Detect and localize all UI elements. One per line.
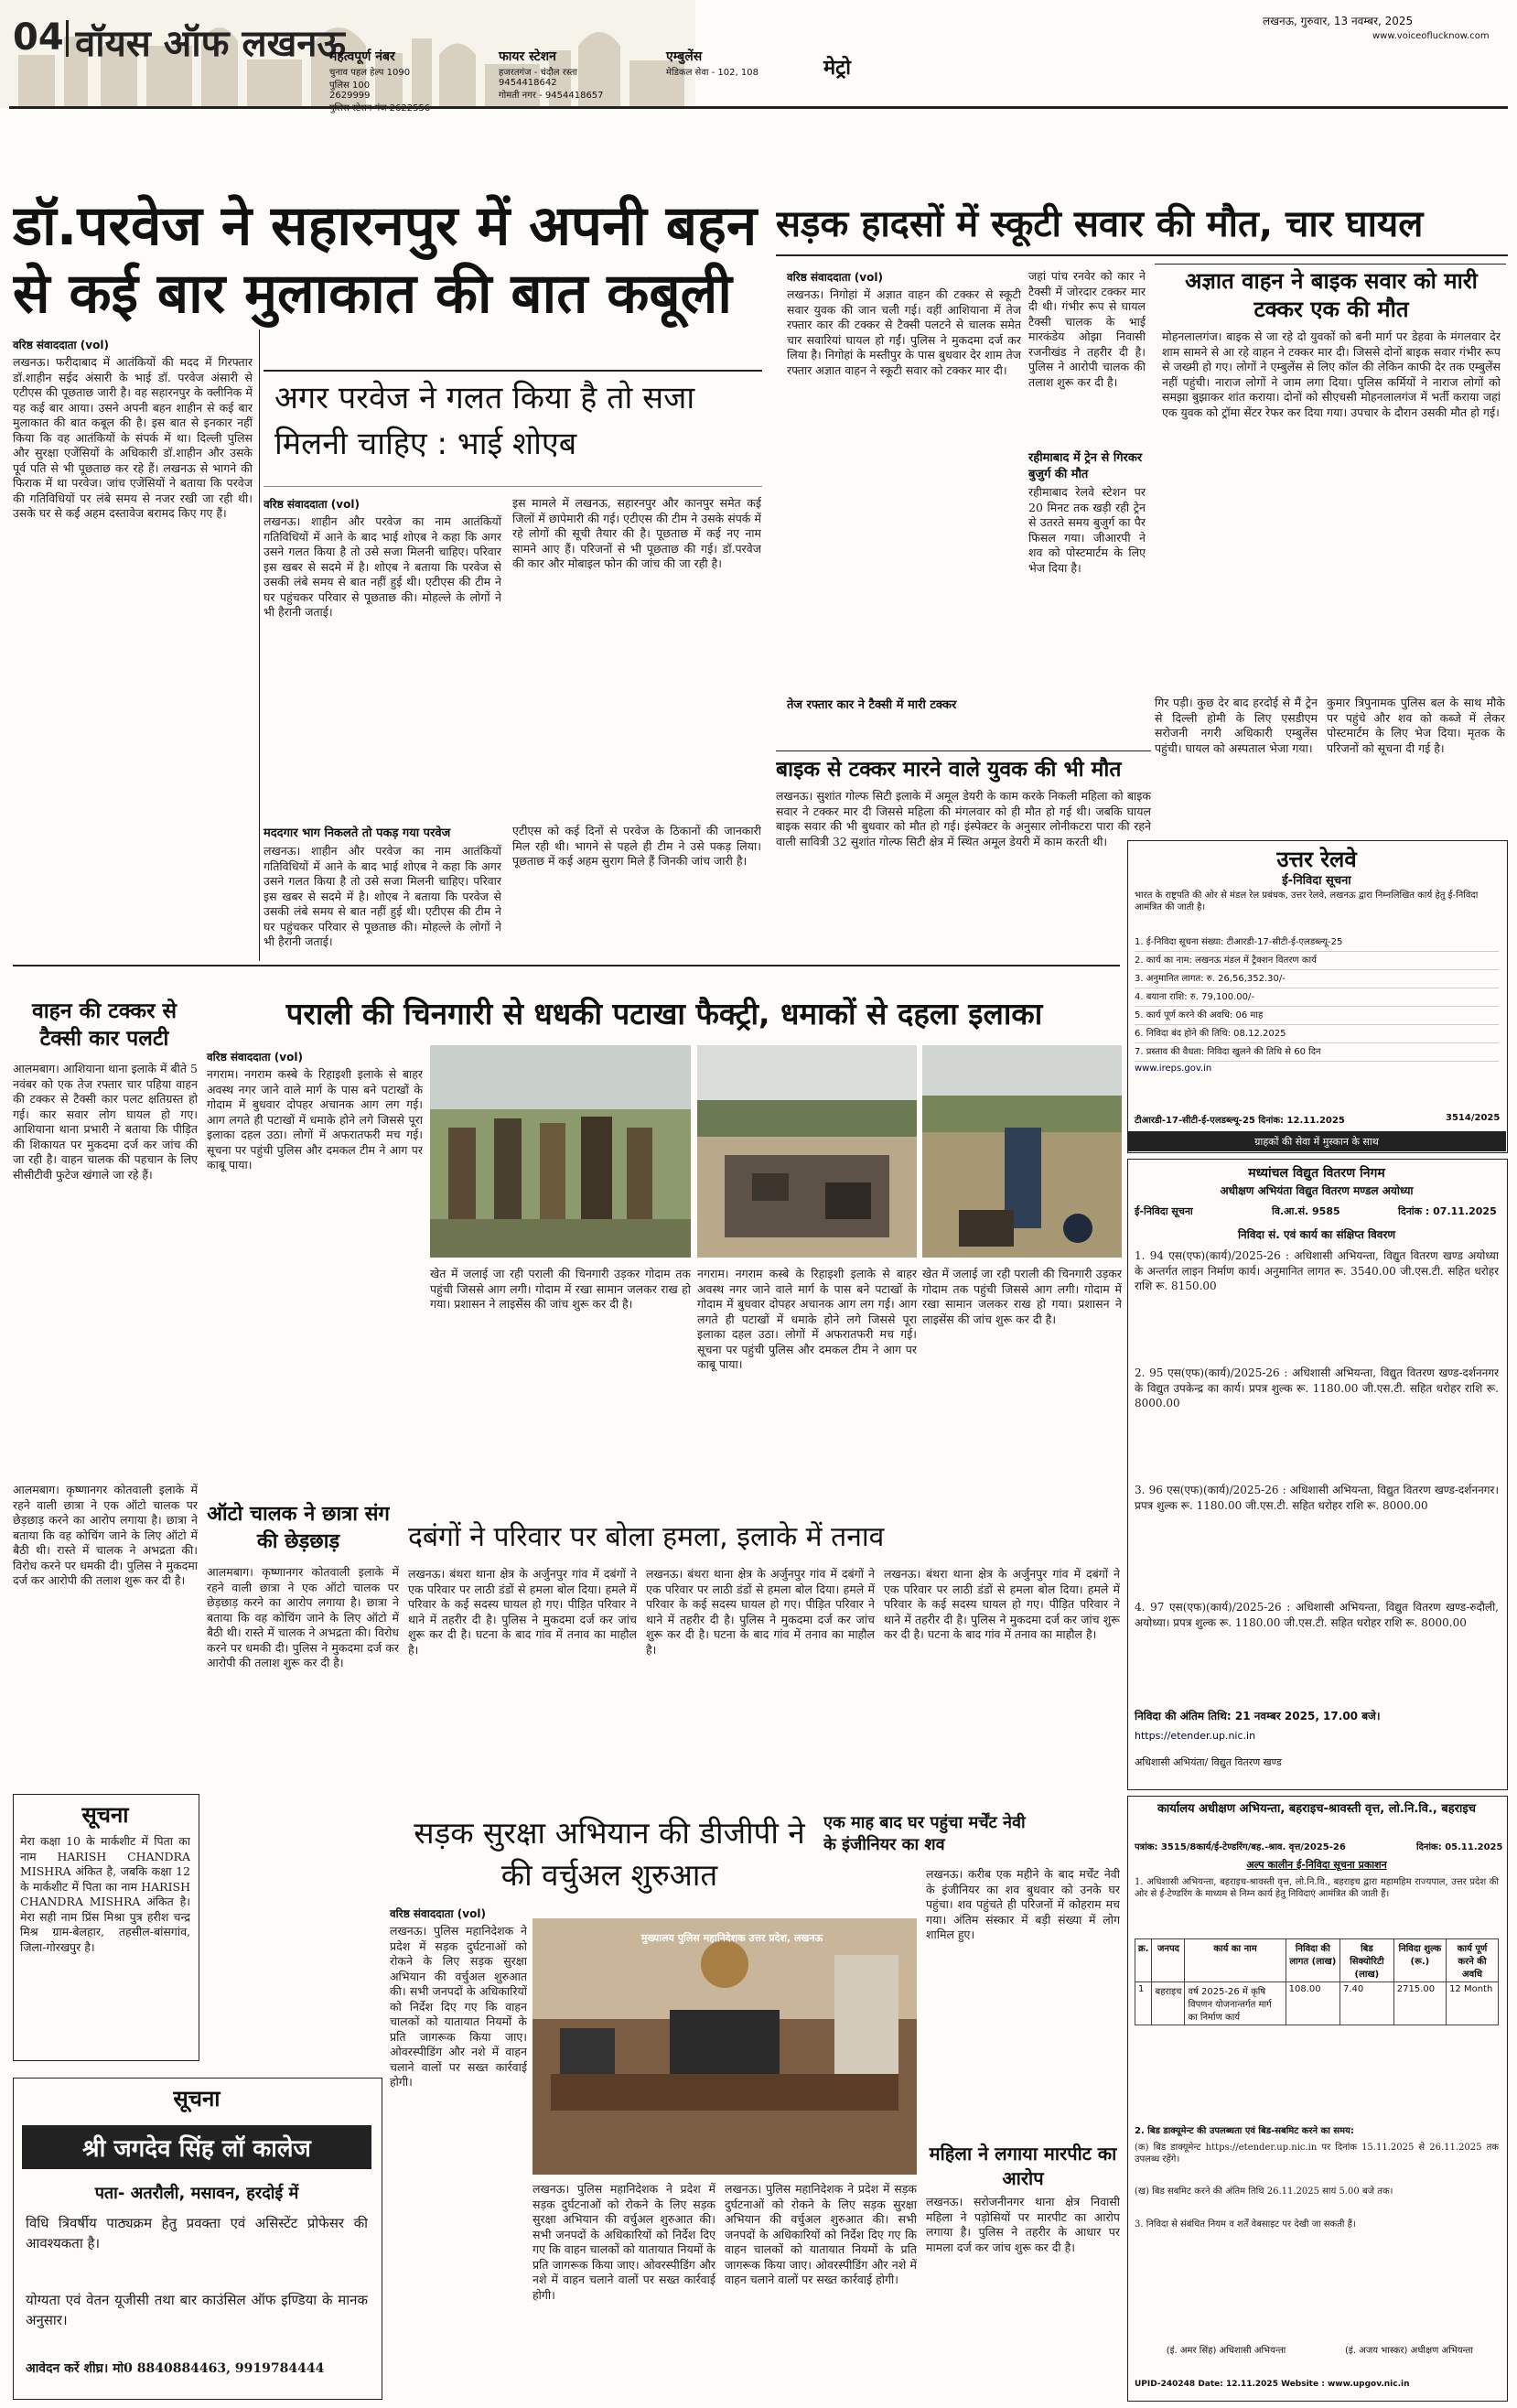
notice-title-2: सूचना — [173, 2086, 221, 2111]
page-number: 04 — [13, 16, 64, 59]
masthead-divider — [66, 20, 69, 57]
bike-collision-body: लखनऊ। सुशांत गोल्फ सिटी इलाके में अमूल डेयरी के काम करके निकली महिला को बाइक सवार ने टक्कर मार दी जिससे महिला की मंगलवार को ही मौत हो गई थी। जबकि घायल बाइक सवार की भी बुधवार को मौत हो गई। इंस्पेक्टर के अनुसार लोनीकटरा पारा की रहने वाली सावित्री 32 सुशांत गोल्फ सिटी क्षेत्र में स्थित अमूल डेयरी में काम करती थी। — [776, 789, 1151, 848]
table-row — [1135, 1982, 1499, 2025]
fire-photo-firefighter — [922, 1045, 1122, 1258]
railway-row: 4. बयाना राशि: रु. 79,100.00/- — [1135, 988, 1499, 1007]
emergency-row: पुलिस 100 — [329, 81, 371, 91]
firecracker-body-3: नगराम। नगराम कस्बे के रिहाइशी इलाके से बाहर अवस्थ नगर जाने वाले मार्ग के पास बने पटाखों के गोदाम में बुधवार दोपहर अचानक आग लग गई। आग लगते ही पटाखों में धमाके होने लगे जिससे पूरा इलाका दहल उठा। लोगों में अफरातफरी मच गई। सूचना पर पहुंची पुलिस और दमकल टीम ने आग पर काबू पाया। — [697, 1267, 917, 1371]
scooty-body-col2: जहां पांच रनवेर को कार ने टैक्सी में जोरदार टक्कर मार दी थी। गंभीर रूप से घायल टैक्सी चालक के भाई मारकंडेय ओझा निवासी रजनीखंड ने तहरीर दी है। पुलिस ने आरोपी चालक की तलाश शुरू कर दी है। — [1028, 269, 1146, 389]
college-address: पता- अतरौली, मसावन, हरदोई में — [94, 2184, 299, 2203]
pwd-upid: UPID-240248 Date: 12.11.2025 Website : www.upgov.nic.in — [1135, 2380, 1410, 2389]
pwd-col-header: जनपद — [1152, 1939, 1185, 1982]
power-ref: वि.आ.सं. 9585 — [1272, 1205, 1340, 1217]
scooty-sub-train: रहीमाबाद में ट्रेन से गिरकर बुजुर्ग की मौत — [1028, 451, 1143, 481]
college-body-2: योग्यता एवं वेतन यूजीसी तथा बार काउंसिल ऑफ इण्डिया के मानक अनुसार। — [26, 2292, 368, 2328]
engineer-body: लखनऊ। करीब एक महीने के बाद मर्चेंट नेवी के इंजीनियर का शव बुधवार को उनके घर पहुंचा। शव पहुंचते ही परिजनों में कोहराम मच गया। अंतिम संस्कार में बड़ी संख्या में लोग शामिल हुए। — [926, 1867, 1120, 1941]
pwd-signature: (इं. अमर सिंह) अधिशासी अभियन्ता — [1166, 2346, 1286, 2356]
vehicle-headline: वाहन की टक्कर से टैक्सी कार पलटी — [31, 999, 178, 1051]
power-item: 1. 94 एस(एफ)(कार्य)/2025-26 : अधिशासी अभियन्ता, विद्युत वितरण खण्ड अयोध्या के अन्तर्गत लाइन निर्माण कार्य। अनुमानित लागत रू. 3540.00 जी.एस.टी. सहित धरोहर राशि रू. 8150.00 — [1135, 1249, 1499, 1292]
scooty-headline: सड़क हादसों में स्कूटी सवार की मौत, चार घायल — [776, 203, 1424, 245]
lead-headline: डॉ.परवेज ने सहारनपुर में अपनी बहन से कई बार मुलाकात की बात कबूली — [13, 194, 758, 326]
section-name: मेट्रो — [823, 57, 851, 80]
woman-body: लखनऊ। सरोजनीनगर थाना क्षेत्र निवासी महिला ने पड़ोसियों पर मारपीट का आरोप लगाया है। पुलिस ने तहरीर के आधार पर मामला दर्ज कर जांच शुरू कर दी है। — [926, 2195, 1120, 2254]
railway-row: 3. अनुमानित लागत: रु. 26,56,352.30/- — [1135, 970, 1499, 988]
pwd-date: दिनांक: 05.11.2025 — [1416, 1842, 1503, 1852]
quote-body-col2: इस मामले में लखनऊ, सहारनपुर और कानपुर समेत कई जिलों में छापेमारी की गई। एटीएस की टीम ने उसके संपर्क में रहे लोगों की सूची तैयार की है। पूछताछ में कई नए नाम सामने आए हैं। परिजनों से भी पूछताछ की गई। डॉ.परवेज की कार और मोबाइल फोन की जांच की जा रही है। — [512, 496, 761, 570]
railway-row: 1. ई-निविदा सूचना संख्या: टीआरडी-17-सीटी-ई-एलडब्ल्यू-25 — [1135, 934, 1499, 952]
railway-row: 6. निविदा बंद होने की तिथि: 08.12.2025 — [1135, 1025, 1499, 1043]
engineer-headline: एक माह बाद घर पहुंचा मर्चेंट नेवी के इंजीनियर का शव — [823, 1813, 1026, 1854]
power-footer: अधिशासी अभियंता/ विद्युत वितरण खण्ड — [1135, 1756, 1282, 1768]
fire-row: हजरतगंज - चंदौल रस्ता — [499, 68, 578, 78]
college-contact: आवेदन करें शीघ्र। मो0 8840884463, 9919784444 — [26, 2361, 325, 2376]
website: www.voiceoflucknow.com — [1372, 31, 1490, 41]
notice-body-1: मेरा कक्षा 10 के मार्कशीट में पिता का नाम HARISH CHANDRA MISHRA अंकित है, जबकि कक्षा 12 के मार्कशीट में पिता का नाम HARISH CHANDRA MISHRA अंकित है। मेरा सही नाम प्रिंस मिश्रा पुत्र हरीश चन्द्र मिश्र ग्राम-बेलहार, तहसील-बांसगांव, जिला-गोरखपुर है। — [20, 1834, 190, 1954]
road-body: लखनऊ। पुलिस महानिदेशक ने प्रदेश में सड़क दुर्घटनाओं को रोकने के लिए सड़क सुरक्षा अभियान की वर्चुअल शुरुआत की। सभी जनपदों के अधिकारियों को निर्देश दिए गए कि वाहन चालकों को यातायात नियमों के प्रति जागरूक किया जाए। ओवरस्पीडिंग और नशे में वाहन चलाने वालों पर सख्त कार्रवाई होगी। — [390, 1924, 527, 2089]
auto-body-2: आलमबाग। कृष्णानगर कोतवाली इलाके में रहने वाली छात्रा ने एक ऑटो चालक पर छेड़छाड़ करने का आरोप लगाया है। छात्रा ने बताया कि वह कोचिंग जाने के लिए ऑटो में बैठी थी। रास्ते में चालक ने अभद्रता की। विरोध करने पर धमकी दी। पुलिस ने मुकदमा दर्ज कर आरोपी की तलाश शुरू कर दी है। — [13, 1483, 198, 1587]
masthead — [0, 0, 1517, 108]
pwd-intro: 1. अधिशासी अभियन्ता, बहराइच-श्रावस्ती वृत्त, लो.नि.वि., बहराइच द्वारा महामहिम राज्यपाल, उत्तर प्रदेश की ओर से ई-टेण्डरिंग के माध्यम से निम्न कार्य हेतु निविदाएं आमंत्रित की जाती हैं। — [1135, 1877, 1499, 1899]
firecracker-body-2: खेत में जलाई जा रही पराली की चिनगारी उड़कर गोदाम तक पहुंची जिससे आग लगी। गोदाम में रखा सामान जलकर राख हो गया। प्रशासन ने लाइसेंस की जांच शुरू कर दी है। — [430, 1267, 691, 1311]
pwd-col-header: क्र. — [1135, 1939, 1152, 1982]
bike-crash-headline: अज्ञात वाहन ने बाइक सवार को मारी टक्कर एक की मौत — [1185, 268, 1478, 322]
emergency-numbers — [329, 48, 457, 113]
assault-body-3: लखनऊ। बंथरा थाना क्षेत्र के अर्जुनपुर गांव में दबंगों ने एक परिवार पर लाठी डंडों से हमला बोल दिया। हमले में परिवार के कई सदस्य घायल हो गए। पीड़ित परिवार ने थाने में तहरीर दी है। पुलिस ने मुकदमा दर्ज कर जांच शुरू कर दी है। घटना के बाद गांव में तनाव का माहौल है। — [884, 1567, 1120, 1641]
quote-subhead: मददगार भाग निकलते तो पकड़ गया परवेज — [264, 826, 451, 840]
bike-collision-headline: बाइक से टक्कर मारने वाले युवक की भी मौत — [776, 758, 1122, 782]
emergency-title: महत्वपूर्ण नंबर — [329, 49, 395, 64]
notice-title-1: सूचना — [81, 1802, 129, 1828]
paper-name: वॉयस ऑफ लखनऊ — [75, 23, 346, 65]
dgp-meeting-photo — [533, 1918, 917, 2175]
power-notice: ई-निविदा सूचना — [1135, 1205, 1193, 1217]
scooty-sub-taxi: तेज रफ्तार कार ने टैक्सी में मारी टक्कर — [787, 698, 957, 712]
pwd-subtitle: अल्प कालीन ई-निविदा सूचना प्रकाशन — [1246, 1859, 1387, 1871]
college-name: श्री जगदेव सिंह लॉ कालेज — [82, 2135, 311, 2163]
power-deadline: निविदा की अंतिम तिथि: 21 नवम्बर 2025, 17.00 बजे। — [1135, 1710, 1381, 1722]
road-byline: वरिष्ठ संवाददाता (vol) — [390, 1907, 486, 1920]
pwd-note: (क) बिड डाक्यूमेन्ट https://etender.up.nic.in पर दिनांक 15.11.2025 से 26.11.2025 तक उपलब्ध रहेंगे। — [1135, 2143, 1499, 2165]
road-body-3: लखनऊ। पुलिस महानिदेशक ने प्रदेश में सड़क दुर्घटनाओं को रोकने के लिए सड़क सुरक्षा अभियान की वर्चुअल शुरुआत की। सभी जनपदों के अधिकारियों को निर्देश दिए गए कि वाहन चालकों को यातायात नियमों के प्रति जागरूक किया जाए। ओवरस्पीडिंग और नशे में वाहन चलाने वालों पर सख्त कार्रवाई होगी। — [725, 2182, 917, 2286]
photo-caption: मुख्यालय पुलिस महानिदेशक उत्तर प्रदेश, लखनऊ — [640, 1932, 823, 1944]
lead-byline: वरिष्ठ संवाददाता (vol) — [13, 339, 109, 351]
pwd-col-header: निविदा शुल्क (रू.) — [1393, 1939, 1446, 1982]
firecracker-body-4: खेत में जलाई जा रही पराली की चिनगारी उड़कर गोदाम तक पहुंची जिससे आग लगी। गोदाम में रखा सामान जलकर राख हो गया। प्रशासन ने लाइसेंस की जांच शुरू कर दी है। — [922, 1267, 1122, 1326]
lead-body: लखनऊ। फरीदाबाद में आतंकियों की मदद में गिरफ्तार डॉ.शाहीन सईद अंसारी के भाई डॉ. परवेज अंसारी से एटीएस की पूछताछ जारी है। वह सहारनपुर के क्लीनिक में यह कई बार आया। उसने अपनी बहन शाहीन से कई बार मुलाकात की बात कबूल की है। इस बात से इनकार नहीं किया कि वह आतंकियों के संपर्क में था। दिल्ली पुलिस और सुरक्षा एजेंसियों के अधिकारी डॉ.शाहीन और उसके पूर्व पति से भी पूछताछ कर रहे हैं। लखनऊ से भागने की फिराक में था परवेज। जांच एजेंसियों ने बताया कि परवेज की गतिविधियों पर लंबे समय से नजर रखी जा रही थी। उसके घर से कई अहम दस्तावेज बरामद किए गए हैं। — [13, 355, 253, 520]
pwd-col-header: बिड सिक्योरिटी (लाख) — [1340, 1939, 1394, 1982]
railway-brand: उत्तर रेलवे — [1276, 847, 1357, 872]
power-site[interactable]: https://etender.up.nic.in — [1135, 1730, 1256, 1742]
railway-footer: टीआरडी-17-सीटी-ई-एलडब्ल्यू-25 दिनांक: 12.11.2025 — [1135, 1116, 1345, 1126]
power-date: दिनांक : 07.11.2025 — [1398, 1205, 1497, 1217]
pwd-cell: 108.00 — [1286, 1982, 1339, 2025]
pwd-note: 3. निविदा से संबंधित नियम व शर्तें वेबसाइट पर देखी जा सकती हैं। — [1135, 2219, 1356, 2230]
pwd-table — [1135, 1938, 1499, 2025]
quote-body: लखनऊ। शाहीन और परवेज का नाम आतंकियों गतिविधियों में आने के बाद भाई शोएब ने कहा कि अगर उसने गलत किया है तो उसे सजा मिलनी चाहिए। परिवार इस खबर से सदमे में है। शोएब ने बताया कि परवेज से उसकी लंबे समय से बात नहीं हुई थी। एटीएस की टीम ने घर पहुंचकर परिवार से पूछताछ की। मोहल्ले के लोगों ने भी हैरानी जताई। — [264, 514, 501, 619]
fire-title: फायर स्टेशन — [499, 49, 556, 64]
quote-body-col3: एटीएस को कई दिनों से परवेज के ठिकानों की जानकारी मिल रही थी। भागने से पहले ही टीम ने उसे पकड़ लिया। पूछताछ में कई अहम सुराग मिले हैं जिनकी जांच जारी है। — [512, 824, 761, 868]
pwd-cell: 7.40 — [1340, 1982, 1394, 2025]
pwd-cell: 1 — [1135, 1982, 1152, 2025]
pwd-col-header: कार्य का नाम — [1185, 1939, 1286, 1982]
pwd-col-header: निविदा की लागत (लाख) — [1286, 1939, 1339, 1982]
power-item: 2. 95 एस(एफ)(कार्य)/2025-26 : अधिशासी अभियन्ता, विद्युत वितरण खण्ड-दर्शननगर के विद्युत उपकेन्द्र का कार्य। प्रपत्र शुल्क रू. 1180.00 जी.एस.टी. सहित धरोहर राशि रू. 8000.00 — [1135, 1366, 1499, 1409]
pwd-ref: पत्रांक: 3515/8कार्य/ई-टेण्डरिंग/बह.-श्राव. वृत्त/2025-26 — [1135, 1842, 1346, 1852]
railway-intro: भारत के राष्ट्रपति की ओर से मंडल रेल प्रबंधक, उत्तर रेलवे, लखनऊ द्वारा निम्नलिखित कार्य हेतु ई-निविदा आमंत्रित की जाती है। — [1135, 891, 1479, 912]
railway-row: 5. कार्य पूर्ण करने की अवधि: 06 माह — [1135, 1007, 1499, 1025]
power-subtitle: निविदा सं. एवं कार्य का संक्षिप्त विवरण — [1237, 1228, 1396, 1241]
pwd-col-header: कार्य पूर्ण करने की अवधि — [1447, 1939, 1499, 1982]
emergency-row: 2629999 — [329, 91, 371, 101]
railway-row: 2. कार्य का नाम: लखनऊ मंडल में ट्रैक्शन वितरण कार्य — [1135, 952, 1499, 970]
bike-crash-body-3: कुमार त्रिपुनामक पुलिस बल के साथ मौके पर पहुंचे और शव को कब्जे में लेकर पोस्टमार्टम के लिए भेज दिया। मृतक के परिजनों को सूचना दी गई है। — [1327, 696, 1505, 755]
column-rule — [259, 329, 260, 961]
pwd-signature: (इं. अजय भास्कर) अधीक्षण अभियन्ता — [1345, 2346, 1473, 2356]
road-headline: सड़क सुरक्षा अभियान की डीजीपी ने की वर्चुअल शुरुआत — [414, 1815, 805, 1893]
assault-headline: दबंगों ने परिवार पर बोला हमला, इलाके में तनाव — [408, 1521, 885, 1553]
issue-date: लखनऊ, गुरुवार, 13 नवम्बर, 2025 — [1263, 15, 1414, 27]
railway-rows — [1135, 934, 1499, 1062]
quote-byline: वरिष्ठ संवाददाता (vol) — [264, 498, 360, 511]
quote-headline: अगर परवेज ने गलत किया है तो सजा मिलनी चाहिए : भाई शोएब — [274, 380, 695, 462]
ambulance-title: एम्बुलेंस — [666, 49, 703, 64]
fire-row: गोमती नगर - 9454418657 — [499, 91, 604, 101]
fire-photo-officials — [430, 1045, 691, 1258]
ambulance — [666, 48, 794, 78]
railway-row: 7. प्रस्ताव की वैधता: निविदा खुलने की तिथि से 60 दिन — [1135, 1043, 1499, 1062]
power-item: 4. 97 एस(एफ)(कार्य)/2025-26 : अधिशासी अभियन्ता, विद्युत वितरण खण्ड-रुदौली, अयोध्या। प्रपत्र शुल्क रू. 1180.00 जी.एस.टी. सहित धरोहर राशि रू. 8000.00 — [1135, 1601, 1499, 1629]
masthead-rule — [9, 106, 1508, 109]
power-org: मध्यांचल विद्युत वितरण निगम — [1248, 1166, 1385, 1181]
pwd-title: कार्यालय अधीक्षण अभियन्ता, बहराइच-श्रावस्ती वृत्त, लो.नि.वि., बहराइच — [1157, 1802, 1477, 1816]
assault-body-2: लखनऊ। बंथरा थाना क्षेत्र के अर्जुनपुर गांव में दबंगों ने एक परिवार पर लाठी डंडों से हमला बोल दिया। हमले में परिवार के कई सदस्य घायल हो गए। पीड़ित परिवार ने थाने में तहरीर दी है। पुलिस ने मुकदमा दर्ज कर जांच शुरू कर दी है। घटना के बाद गांव में तनाव का माहौल है। — [646, 1567, 875, 1657]
section-rule — [776, 750, 1151, 751]
ambulance-row: मेडिकल सेवा - 102, 108 — [666, 68, 758, 78]
scooty-body-col3: रहीमाबाद रेलवे स्टेशन पर 20 मिनट तक खड़ी रही ट्रेन से उतरते समय बुजुर्ग का पैर फिसल गया। जीआरपी ने शव को पोस्टमार्टम के लिए भेज दिया है। — [1028, 485, 1146, 575]
scooty-byline: वरिष्ठ संवाददाता (vol) — [787, 271, 883, 284]
fire-photo-debris — [697, 1045, 917, 1258]
section-rule — [776, 254, 1508, 256]
assault-body: लखनऊ। बंथरा थाना क्षेत्र के अर्जुनपुर गांव में दबंगों ने एक परिवार पर लाठी डंडों से हमला बोल दिया। हमले में परिवार के कई सदस्य घायल हो गए। पीड़ित परिवार ने थाने में तहरीर दी है। पुलिस ने मुकदमा दर्ज कर जांच शुरू कर दी है। घटना के बाद गांव में तनाव का माहौल है। — [408, 1567, 637, 1657]
pwd-note: (ख) बिड सबमिट करने की अंतिम तिथि 26.11.2025 सायं 5.00 बजे तक। — [1135, 2187, 1393, 2197]
power-item: 3. 96 एस(एफ)(कार्य)/2025-26 : अधिशासी अभियन्ता, विद्युत वितरण खण्ड-दर्शननगर। प्रपत्र शुल्क रू. 1180.00 जी.एस.टी. सहित धरोहर राशि रू. 8000.00 — [1135, 1484, 1499, 1512]
bike-crash-body: मोहनलालगंज। बाइक से जा रहे दो युवकों को बनी मार्ग पर डेहवा के मंगलवार देर शाम सामने से आ रहे वाहन ने टक्कर मार दी। जिससे दोनों बाइक सवार गंभीर रूप से जख्मी हो गए। लोगों ने एम्बुलेंस से लिए कॉल की लेकिन काफी देर तक एम्बुलेंस नहीं पहुंची। नाराज लोगों ने जाम लगा दिया। पुलिस कर्मियों ने नाराज लोगों को समझा बुझाकर शांत कराया। दोनों को सीएचसी मोहनलालगंज में भर्ती कराया जहां एक युवक को ट्रॉमा सेंटर रेफर कर दिया गया। उपचार के दौरान उसकी मौत हो गई। — [1162, 329, 1501, 419]
pwd-cell: 12 Month — [1447, 1982, 1499, 2025]
bike-crash-body-2: गिर पड़ी। कुछ देर बाद हरदोई से मैं ट्रेन से दिल्ली होमी के लिए एसडीएम सरोजनी नगरी अधिकारी एम्बुलेंस पहुंची। घायल को अस्पताल भेजा गया। — [1155, 696, 1318, 755]
firecracker-headline: पराली की चिनगारी से धधकी पटाखा फैक्ट्री, धमाकों से दहला इलाका — [285, 996, 1043, 1031]
firecracker-body: नगराम। नगराम कस्बे के रिहाइशी इलाके से बाहर अवस्थ नगर जाने वाले मार्ग के पास बने पटाखों के गोदाम में बुधवार दोपहर अचानक आग लग गई। आग लगते ही पटाखों में धमाके होने लगे जिससे पूरा इलाका दहल उठा। लोगों में अफरातफरी मच गई। सूचना पर पहुंची पुलिस और दमकल टीम ने आग पर काबू पाया। — [207, 1067, 423, 1172]
pwd-cell: बहराइच — [1152, 1982, 1185, 2025]
woman-headline: महिला ने लगाया मारपीट का आरोप — [929, 2143, 1117, 2189]
pwd-cell: 2715.00 — [1393, 1982, 1446, 2025]
railway-site[interactable]: www.ireps.gov.in — [1135, 1064, 1212, 1074]
section-rule — [13, 965, 1120, 966]
auto-headline: ऑटो चालक ने छात्रा संग की छेड़छाड़ — [207, 1503, 390, 1553]
railway-code: 3514/2025 — [1446, 1113, 1501, 1123]
pwd-note: 2. बिड डाक्यूमेन्ट की उपलब्धता एवं बिड-सबमिट करने का समय: — [1135, 2126, 1354, 2136]
college-body: विधि त्रिवर्षीय पाठ्यक्रम हेतु प्रवक्ता एवं असिस्टेंट प्रोफेसर की आवश्यकता है। — [26, 2215, 368, 2251]
emergency-row: चुनाव पहल हेल्प 1090 — [329, 68, 411, 78]
railway-slogan: ग्राहकों की सेवा में मुस्कान के साथ — [1254, 1136, 1379, 1148]
fire-row: 9454418642 — [499, 78, 557, 88]
fire-station — [499, 48, 636, 101]
vehicle-body: आलमबाग। आशियाना थाना इलाके में बीते 5 नवंबर को एक तेज रफ्तार चार पहिया वाहन की टक्कर से टैक्सी कार पलट क्षतिग्रस्त हो गई। कार सवार लोग घायल हो गए। आशियाना थाना प्रभारी ने बताया कि पीड़ित की शिकायत पर मुकदमा दर्ज कर जांच की जा रही है। वाहन चालक की पहचान के लिए सीसीटीवी फुटेज खंगाले जा रहे हैं। — [13, 1062, 198, 1182]
firecracker-byline: वरिष्ठ संवाददाता (vol) — [207, 1051, 303, 1064]
quote-continue: लखनऊ। शाहीन और परवेज का नाम आतंकियों गतिविधियों में आने के बाद भाई शोएब ने कहा कि अगर उसने गलत किया है तो उसे सजा मिलनी चाहिए। परिवार इस खबर से सदमे में है। शोएब ने बताया कि परवेज से उसकी लंबे समय से बात नहीं हुई थी। एटीएस की टीम ने घर पहुंचकर परिवार से पूछताछ की। मोहल्ले के लोगों ने भी हैरानी जताई। — [264, 844, 501, 948]
auto-body: आलमबाग। कृष्णानगर कोतवाली इलाके में रहने वाली छात्रा ने एक ऑटो चालक पर छेड़छाड़ करने का आरोप लगाया है। छात्रा ने बताया कि वह कोचिंग जाने के लिए ऑटो में बैठी थी। रास्ते में चालक ने अभद्रता की। विरोध करने पर धमकी दी। पुलिस ने मुकदमा दर्ज कर आरोपी की तलाश शुरू कर दी है। — [207, 1565, 399, 1669]
power-dept: अधीक्षण अभियंता विद्युत वितरण मण्डल अयोध्या — [1220, 1184, 1414, 1197]
scooty-body: लखनऊ। निगोहां में अज्ञात वाहन की टक्कर से स्कूटी सवार युवक की जान चली गई। वहीं आशियाना में तेज रफ्तार कार की टक्कर से टैक्सी पलटने से चालक समेत चार सवारियां घायल हो गईं। पुलिस ने मुकदमा दर्ज कर लिया है। निगोहां के मस्तीपुर के पास बुधवार देर शाम तेज रफ्तार अज्ञात वाहन ने स्कूटी सवार को टक्कर मार दी। — [787, 287, 1021, 377]
pwd-cell: वर्ष 2025-26 में कृषि विपणन योजनान्तर्गत मार्ग का निर्माण कार्य — [1185, 1982, 1286, 2025]
railway-title: ई-निविदा सूचना — [1282, 874, 1351, 888]
road-body-2: लखनऊ। पुलिस महानिदेशक ने प्रदेश में सड़क दुर्घटनाओं को रोकने के लिए सड़क सुरक्षा अभियान की वर्चुअल शुरुआत की। सभी जनपदों के अधिकारियों को निर्देश दिए गए कि वाहन चालकों को यातायात नियमों के प्रति जागरूक किया जाए। ओवरस्पीडिंग और नशे में वाहन चलाने वालों पर सख्त कार्रवाई होगी। — [533, 2182, 715, 2302]
